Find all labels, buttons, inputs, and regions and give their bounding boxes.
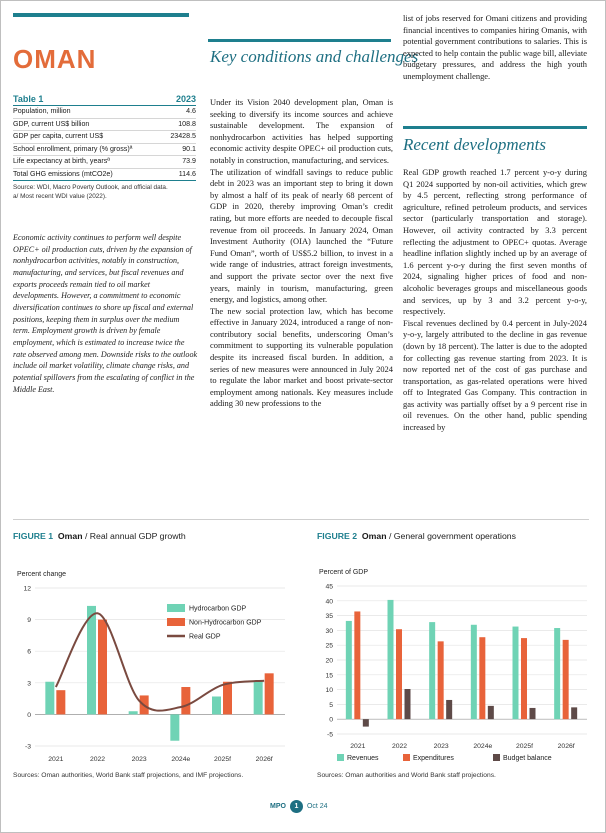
figure-divider — [13, 519, 589, 520]
figure1-source: Sources: Oman authorities, World Bank staff projections, and IMF projections. — [13, 772, 244, 779]
table-row — [13, 144, 196, 157]
y-tick-label: 9 — [27, 617, 31, 625]
bar-budget-balance — [363, 719, 369, 726]
y-tick-label: 10 — [325, 687, 333, 695]
bar-non-hydrocarbon-gdp — [56, 690, 65, 714]
table-cell-label: Population, million — [13, 107, 71, 115]
table-year: 2023 — [175, 94, 196, 104]
bar-non-hydrocarbon-gdp — [223, 682, 232, 715]
figure1-country: Oman — [57, 531, 83, 541]
gdp-growth-chart — [13, 556, 293, 768]
x-tick-label: 2024e — [171, 756, 191, 763]
x-tick-label: 2021 — [48, 756, 64, 763]
key-conditions-body — [210, 97, 393, 410]
bar-revenues — [471, 625, 477, 719]
y-tick-label: -3 — [24, 743, 31, 751]
bar-expenditures — [563, 640, 569, 719]
y-tick-label: 6 — [27, 648, 31, 656]
table-cell-value: 4.6 — [186, 107, 196, 115]
page-number-badge: 1 — [290, 800, 303, 813]
table-cell-label: School enrollment, primary (% gross)ª — [13, 144, 133, 153]
paragraph: Real GDP growth reached 1.7 percent y-o-y during Q1 2024 supported by non-oil activities, which grew by 4.5 percent, reflecting strong performance of agriculture, refined petroleum products, and services sector (particularly transportation and storage). However, oil activity contracted by 3.3 percent reflecting the adjustment to OPEC+ quotas. Average headline inflation slightly inched up by an average of 1.6 percent y-o-y during the first seven months of 2024, signaling higher prices of food and non-alcoholic beverages groups and miscellaneous goods and services, up by 3 and 3.2 percent y-o-y, respectively. — [403, 167, 587, 317]
legend-swatch — [167, 618, 185, 626]
x-tick-label: 2025f — [515, 743, 534, 750]
key-indicators-table — [13, 94, 196, 201]
y-tick-label: -5 — [326, 731, 333, 739]
bar-hydrocarbon-gdp — [170, 714, 179, 740]
legend-label: Expenditures — [413, 755, 454, 762]
footer-mpo: MPO — [270, 803, 286, 810]
bar-expenditures — [396, 629, 402, 719]
legend-swatch — [493, 754, 500, 761]
bar-revenues — [554, 628, 560, 719]
table-cell-label: Life expectancy at birth, yearsª — [13, 157, 110, 165]
figure1-caption: Real annual GDP growth — [89, 531, 186, 541]
legend-label: Budget balance — [503, 755, 552, 762]
y-tick-label: 40 — [325, 598, 333, 606]
table-row — [13, 106, 196, 119]
x-tick-label: 2025f — [213, 756, 232, 763]
x-tick-label: 2024e — [473, 743, 493, 750]
bar-budget-balance — [488, 706, 494, 719]
bar-revenues — [388, 600, 394, 719]
summary-text: Economic activity continues to perform well despite OPEC+ oil production cuts, driven by the expansion of nonhydrocarbon activities, notably in construction, manufacturing, and services, but fiscal revenues and exports proceeds remain tied to oil market developments. However, a commitment to economic diversification continues to shore up fiscal and external positions, keeping them in surplus over the medium term. Employment growth is driven by female employment, which is estimated to increase twice the rate observed among men. Downside risks to the outlook include oil market volatility, climate change risks, and potential spillovers from the escalating of conflict in the Middle East. — [13, 233, 198, 394]
paragraph: The new social protection law, which has become effective in January 2024, introduced a range of non-contributory social benefits, underscoring Oman’s commitment to supporting its vulnerable population despite its increased fiscal burden. In addition, a series of new measures were announced in July 2024 to regulate the labor market and boost private-sector employment among nationals. Key measures include adding 30 new professions to the — [210, 305, 393, 409]
bar-expenditures — [438, 641, 444, 719]
figure1-label: FIGURE 1 — [13, 531, 54, 541]
top-accent-bar — [13, 13, 189, 17]
bar-non-hydrocarbon-gdp — [98, 620, 107, 715]
y-axis-label: Percent change — [17, 571, 67, 578]
bar-hydrocarbon-gdp — [87, 606, 96, 714]
paragraph: list of jobs reserved for Omani citizens and providing financial incentives to companies hiring Omanis, with potential government contributions to salaries. This is expected to help contain the public wage bill, alleviate budgetary pressures, and address the high youth unemployment challenge. — [403, 13, 587, 81]
legend-label: Non-Hydrocarbon GDP — [189, 619, 262, 627]
y-tick-label: 12 — [23, 585, 31, 593]
y-tick-label: 15 — [325, 672, 333, 680]
y-tick-label: 0 — [329, 716, 333, 724]
bar-expenditures — [521, 638, 527, 719]
paragraph: Fiscal revenues declined by 0.4 percent in July-2024 y-o-y, largely attributed to the decline in gas revenue (down by 18 percent). The latter is due to the adopted for collecting gas revenue starting from 2023. It is now reported net of the cost of gas purchase and transportation, as gas-related operations were hived off to Integrated Gas Company. This contraction in gas activity was partially offset by a 9 percent rise in oil revenues. On the other hand, public spending increased by — [403, 317, 587, 433]
bar-budget-balance — [530, 708, 536, 719]
table-header — [13, 94, 196, 106]
figure2-label: FIGURE 2 — [317, 531, 358, 541]
legend-label: Real GDP — [189, 633, 221, 641]
bar-budget-balance — [405, 689, 411, 719]
section-heading-key-conditions: Key conditions and challenges — [210, 47, 419, 66]
recent-developments-body — [403, 167, 587, 434]
table-cell-value: 90.1 — [182, 144, 196, 153]
legend-swatch — [337, 754, 344, 761]
y-tick-label: 20 — [325, 657, 333, 665]
y-tick-label: 0 — [27, 711, 31, 719]
gov-operations-chart — [315, 556, 595, 768]
legend-swatch — [403, 754, 410, 761]
figure2-title: FIGURE 2 Oman / General government operations — [317, 531, 516, 541]
table-cell-label: GDP per capita, current US$ — [13, 132, 104, 140]
bar-non-hydrocarbon-gdp — [181, 687, 190, 714]
legend-label: Revenues — [347, 755, 379, 762]
y-tick-label: 25 — [325, 642, 333, 650]
paragraph: The utilization of windfall savings to reduce public debt in 2023 was an important step to bring it down by almost a half of its peak of nearly 68 percent of GDP in 2020, thereby improving Oman’s credit rating, but more efforts are needed to decouple fiscal revenue from oil proceeds. In January 2024, Oman Investment Authority (OIA) launched the “Future Fund Oman”, worth of US$5.2 billion, to invest in a wide range of industries, attract foreign investments, and support the private sector over the next five years, mainly in tourism, manufacturing, green energy, and logistics, among other. — [210, 166, 393, 305]
y-tick-label: 35 — [325, 613, 333, 621]
section-accent-bar — [403, 126, 587, 129]
table-cell-value: 108.8 — [178, 119, 196, 128]
y-tick-label: 45 — [325, 583, 333, 591]
legend-label: Hydrocarbon GDP — [189, 605, 247, 613]
table-cell-value: 23428.5 — [170, 132, 196, 140]
figure2-caption: General government operations — [393, 531, 516, 541]
footer-date: Oct 24 — [306, 803, 328, 810]
bar-non-hydrocarbon-gdp — [265, 673, 274, 714]
bar-revenues — [346, 621, 352, 719]
bar-hydrocarbon-gdp — [212, 696, 221, 714]
y-tick-label: 3 — [27, 680, 31, 688]
paragraph: Under its Vision 2040 development plan, Oman is seeking to diversify its income sources and achieve sustainable development. The expansion of nonhydrocarbon activities has helped supporting economic activity despite OPEC+ oil production cuts, notably in construction, manufacturing, and services. — [210, 97, 393, 165]
legend-swatch — [167, 604, 185, 612]
table-cell-label: GDP, current US$ billion — [13, 119, 90, 128]
country-title: OMAN — [13, 44, 97, 74]
section-accent-bar — [208, 39, 391, 42]
table-footnote: a/ Most recent WDI value (2022). — [13, 192, 107, 200]
bar-hydrocarbon-gdp — [45, 682, 54, 715]
x-tick-label: 2022 — [391, 743, 408, 750]
key-conditions-continued — [403, 13, 587, 83]
bar-budget-balance — [446, 700, 452, 719]
bar-expenditures — [479, 637, 485, 719]
page-footer — [270, 800, 328, 813]
bar-expenditures — [354, 611, 360, 719]
table-source-line: Source: WDI, Macro Poverty Outlook, and official data. — [13, 184, 168, 191]
x-tick-label: 2026f — [557, 743, 575, 750]
bar-hydrocarbon-gdp — [254, 681, 263, 715]
bar-revenues — [429, 622, 435, 719]
bar-hydrocarbon-gdp — [129, 711, 138, 714]
y-tick-label: 30 — [325, 627, 333, 635]
y-axis-label: Percent of GDP — [319, 569, 369, 576]
figure2-country: Oman — [361, 531, 387, 541]
section-heading-recent-developments: Recent developments — [403, 135, 547, 154]
x-tick-label: 2021 — [350, 743, 366, 750]
x-tick-label: 2026f — [255, 756, 273, 763]
table-title: Table 1 — [13, 94, 44, 104]
table-row — [13, 119, 196, 132]
figure2-source: Sources: Oman authorities and World Bank staff projections. — [317, 772, 496, 779]
table-row — [13, 156, 196, 169]
bar-revenues — [513, 627, 519, 720]
table-cell-value: 114.6 — [178, 169, 196, 178]
x-tick-label: 2023 — [433, 743, 449, 750]
figure1-title: FIGURE 1 Oman / Real annual GDP growth — [13, 531, 186, 541]
x-tick-label: 2022 — [89, 756, 106, 763]
y-tick-label: 5 — [329, 701, 333, 709]
table-cell-value: 73.9 — [182, 157, 196, 165]
table-source — [13, 184, 196, 201]
bar-budget-balance — [571, 707, 577, 719]
table-row — [13, 131, 196, 144]
x-tick-label: 2023 — [131, 756, 147, 763]
table-cell-label: Total GHG emissions (mtCO2e) — [13, 169, 113, 178]
table-row — [13, 169, 196, 182]
